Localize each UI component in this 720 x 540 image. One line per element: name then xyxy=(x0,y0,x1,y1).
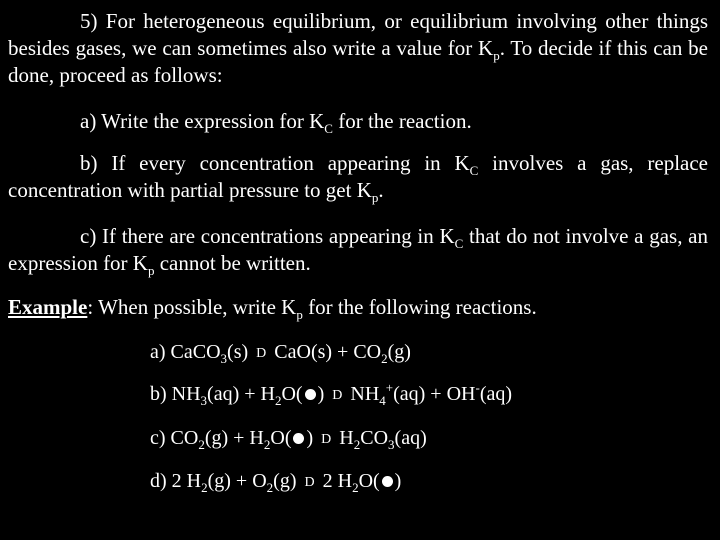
equilibrium-arrow-icon: D xyxy=(332,388,343,403)
liquid-symbol-icon xyxy=(305,389,316,400)
reaction-b: b) $NH_3(aq) + H_2O$( ) D $NH_4^+(aq) + OH^-(aq)$ xyxy=(150,380,513,408)
step-a: a) Write the expression for $K_C$ for the reaction. xyxy=(80,109,472,136)
step-c: c) If there are concentrations appearing in $K_C$ that do not involve a gas, an expression for $K_p$ cannot be written. xyxy=(8,224,708,278)
step-b: b) If every concentration appearing in $K_C$ involves a gas, replace concentration with partial pressure to get $K_p$. xyxy=(8,151,708,205)
equilibrium-arrow-icon: D xyxy=(304,475,315,490)
equilibrium-arrow-icon: D xyxy=(256,346,267,361)
reaction-a: a) CaCO$_3$(s) D $CaO(s) + CO_2(g)$ xyxy=(150,341,411,366)
liquid-symbol-icon xyxy=(293,433,304,444)
reaction-c: c) $CO_2(g) + H_2O$( ) D $H_2CO_3(aq)$ xyxy=(150,427,427,452)
example-line: Example: When possible, write $K_p$ for the following reactions. xyxy=(8,295,537,322)
liquid-symbol-icon xyxy=(382,476,393,487)
equilibrium-arrow-icon: D xyxy=(321,432,332,447)
reaction-d: d) 2 $H_2(g) + O_2(g)$ D 2 $H_2O$( ) xyxy=(150,470,402,495)
example-label: Example xyxy=(8,295,88,319)
intro-paragraph: 5) For heterogeneous equilibrium, or equilibrium involving other things besides gases, we can sometimes also write a value for $K_p$. To decide if this can be done, proceed as follows: xyxy=(8,9,708,87)
